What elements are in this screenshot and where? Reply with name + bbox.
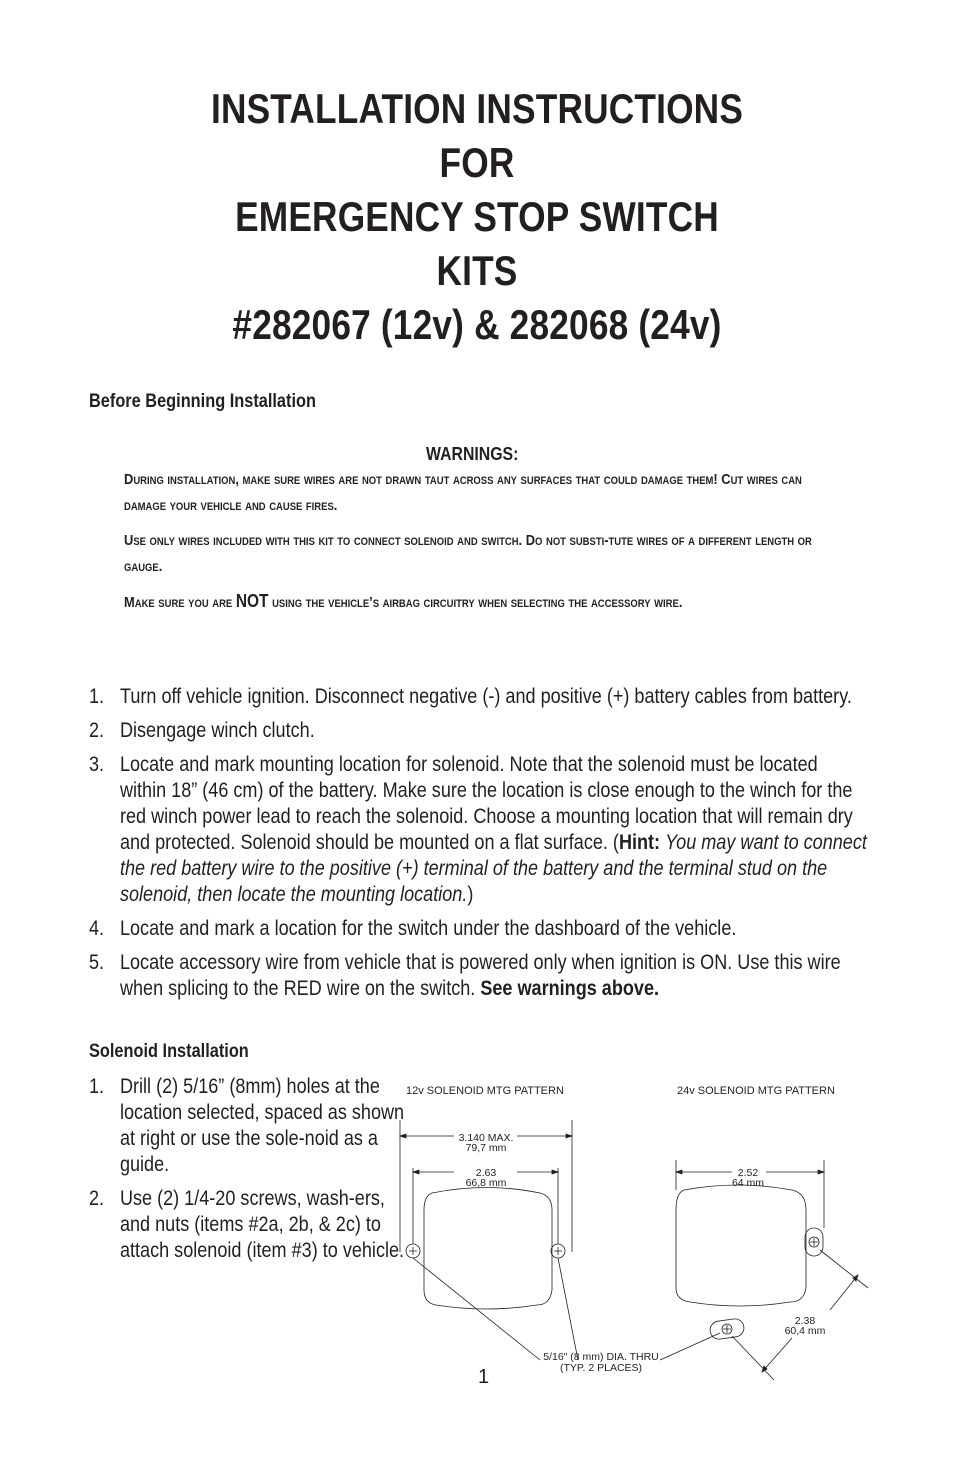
step-text: Use (2) 1/4-20 screws, wash-ers, and nuts (items #2a, 2b, & 2c) to attach solenoid (item #3) to vehicle. [119, 1187, 405, 1262]
before-heading: Before Beginning Installation [89, 391, 316, 412]
hole-note-line-2: (TYP. 2 PLACES) [559, 1362, 643, 1374]
warnings-heading: WARNINGS: [426, 444, 519, 464]
hint-text: You may want to connect the red battery wire to the positive (+) terminal of the battery and the terminal stud on the solenoid, then locate the mounting location. [119, 831, 867, 906]
hint-label: Hint: [618, 831, 661, 854]
dim-12v-inches: 2.63 [475, 1167, 497, 1179]
step-text: Locate and mark a location for the switch under the dashboard of the vehicle. [119, 917, 737, 940]
see-warnings-note: See warnings above. [480, 977, 660, 1000]
page-number: 1 [478, 1366, 490, 1388]
solenoid-12v-outline [424, 1188, 552, 1310]
dim-24v-inches: 2.52 [737, 1167, 759, 1179]
dim-24v-mm: 64 mm [731, 1177, 765, 1189]
hole-leader-lines [413, 1258, 720, 1360]
title-line-1: INSTALLATION INSTRUCTIONS [210, 85, 744, 132]
dim-diagonal-inches: 2.38 [794, 1315, 816, 1327]
step-text: Locate accessory wire from vehicle that is powered only when ignition is ON. Use this wire when splicing to the RED wire on the switch. [119, 951, 841, 1000]
dim-12v-mm: 66,8 mm [465, 1177, 507, 1189]
step-number: 3. [89, 753, 105, 776]
dim-diagonal-mm: 60,4 mm [784, 1325, 826, 1337]
step-number: 1. [89, 685, 105, 708]
label-24v-pattern: 24v SOLENOID MTG PATTERN [677, 1085, 835, 1097]
hint-close: ) [467, 883, 474, 906]
title-line-4: KITS [436, 247, 518, 294]
step-number: 2. [89, 1187, 105, 1210]
title-line-3: EMERGENCY STOP SWITCH [235, 193, 719, 240]
warning-3-not: NOT [235, 591, 269, 611]
dim-max-mm: 79,7 mm [465, 1142, 507, 1154]
label-12v-pattern: 12v SOLENOID MTG PATTERN [406, 1085, 564, 1097]
solenoid-heading: Solenoid Installation [89, 1041, 249, 1062]
title-line-5: #282067 (12v) & 282068 (24v) [232, 301, 722, 348]
step-text: Locate and mark mounting location for solenoid. Note that the solenoid must be located within 18” (46 cm) of the battery. Make sure the location is close enough to the winch for the red winch power lead to reach the solenoid. Choose a mounting location that will remain dry and protected. Solenoid should be mounted on a flat surface. ( [119, 753, 853, 854]
step-number: 5. [89, 951, 105, 974]
step-text: Disengage winch clutch. [119, 719, 315, 742]
hole-note-line-1: 5/16" (8 mm) DIA. THRU [543, 1351, 659, 1363]
step-text: Drill (2) 5/16” (8mm) holes at the location selected, spaced as shown at right or use the sole-noid as a guide. [119, 1075, 405, 1176]
title-line-2: FOR [439, 139, 515, 186]
step-number: 4. [89, 917, 105, 940]
warning-2: Use only wires included with this kit to connect solenoid and switch. Do not substi-tute wires of a different length or gauge. [124, 532, 812, 575]
warning-3-part-2: using the vehicle’s airbag circuitry when selecting the accessory wire. [272, 594, 683, 611]
step-number: 1. [89, 1075, 105, 1098]
step-text: Turn off vehicle ignition. Disconnect negative (-) and positive (+) battery cables from battery. [119, 685, 852, 708]
warning-1: During installation, make sure wires are not drawn taut across any surfaces that could damage them! Cut wires can damage your vehicle and cause fires. [124, 471, 802, 514]
warning-3-part-1: Make sure you are [124, 594, 233, 611]
dim-max-inches: 3.140 MAX. [458, 1132, 514, 1144]
step-number: 2. [89, 719, 105, 742]
solenoid-24v-outline [676, 1185, 806, 1306]
